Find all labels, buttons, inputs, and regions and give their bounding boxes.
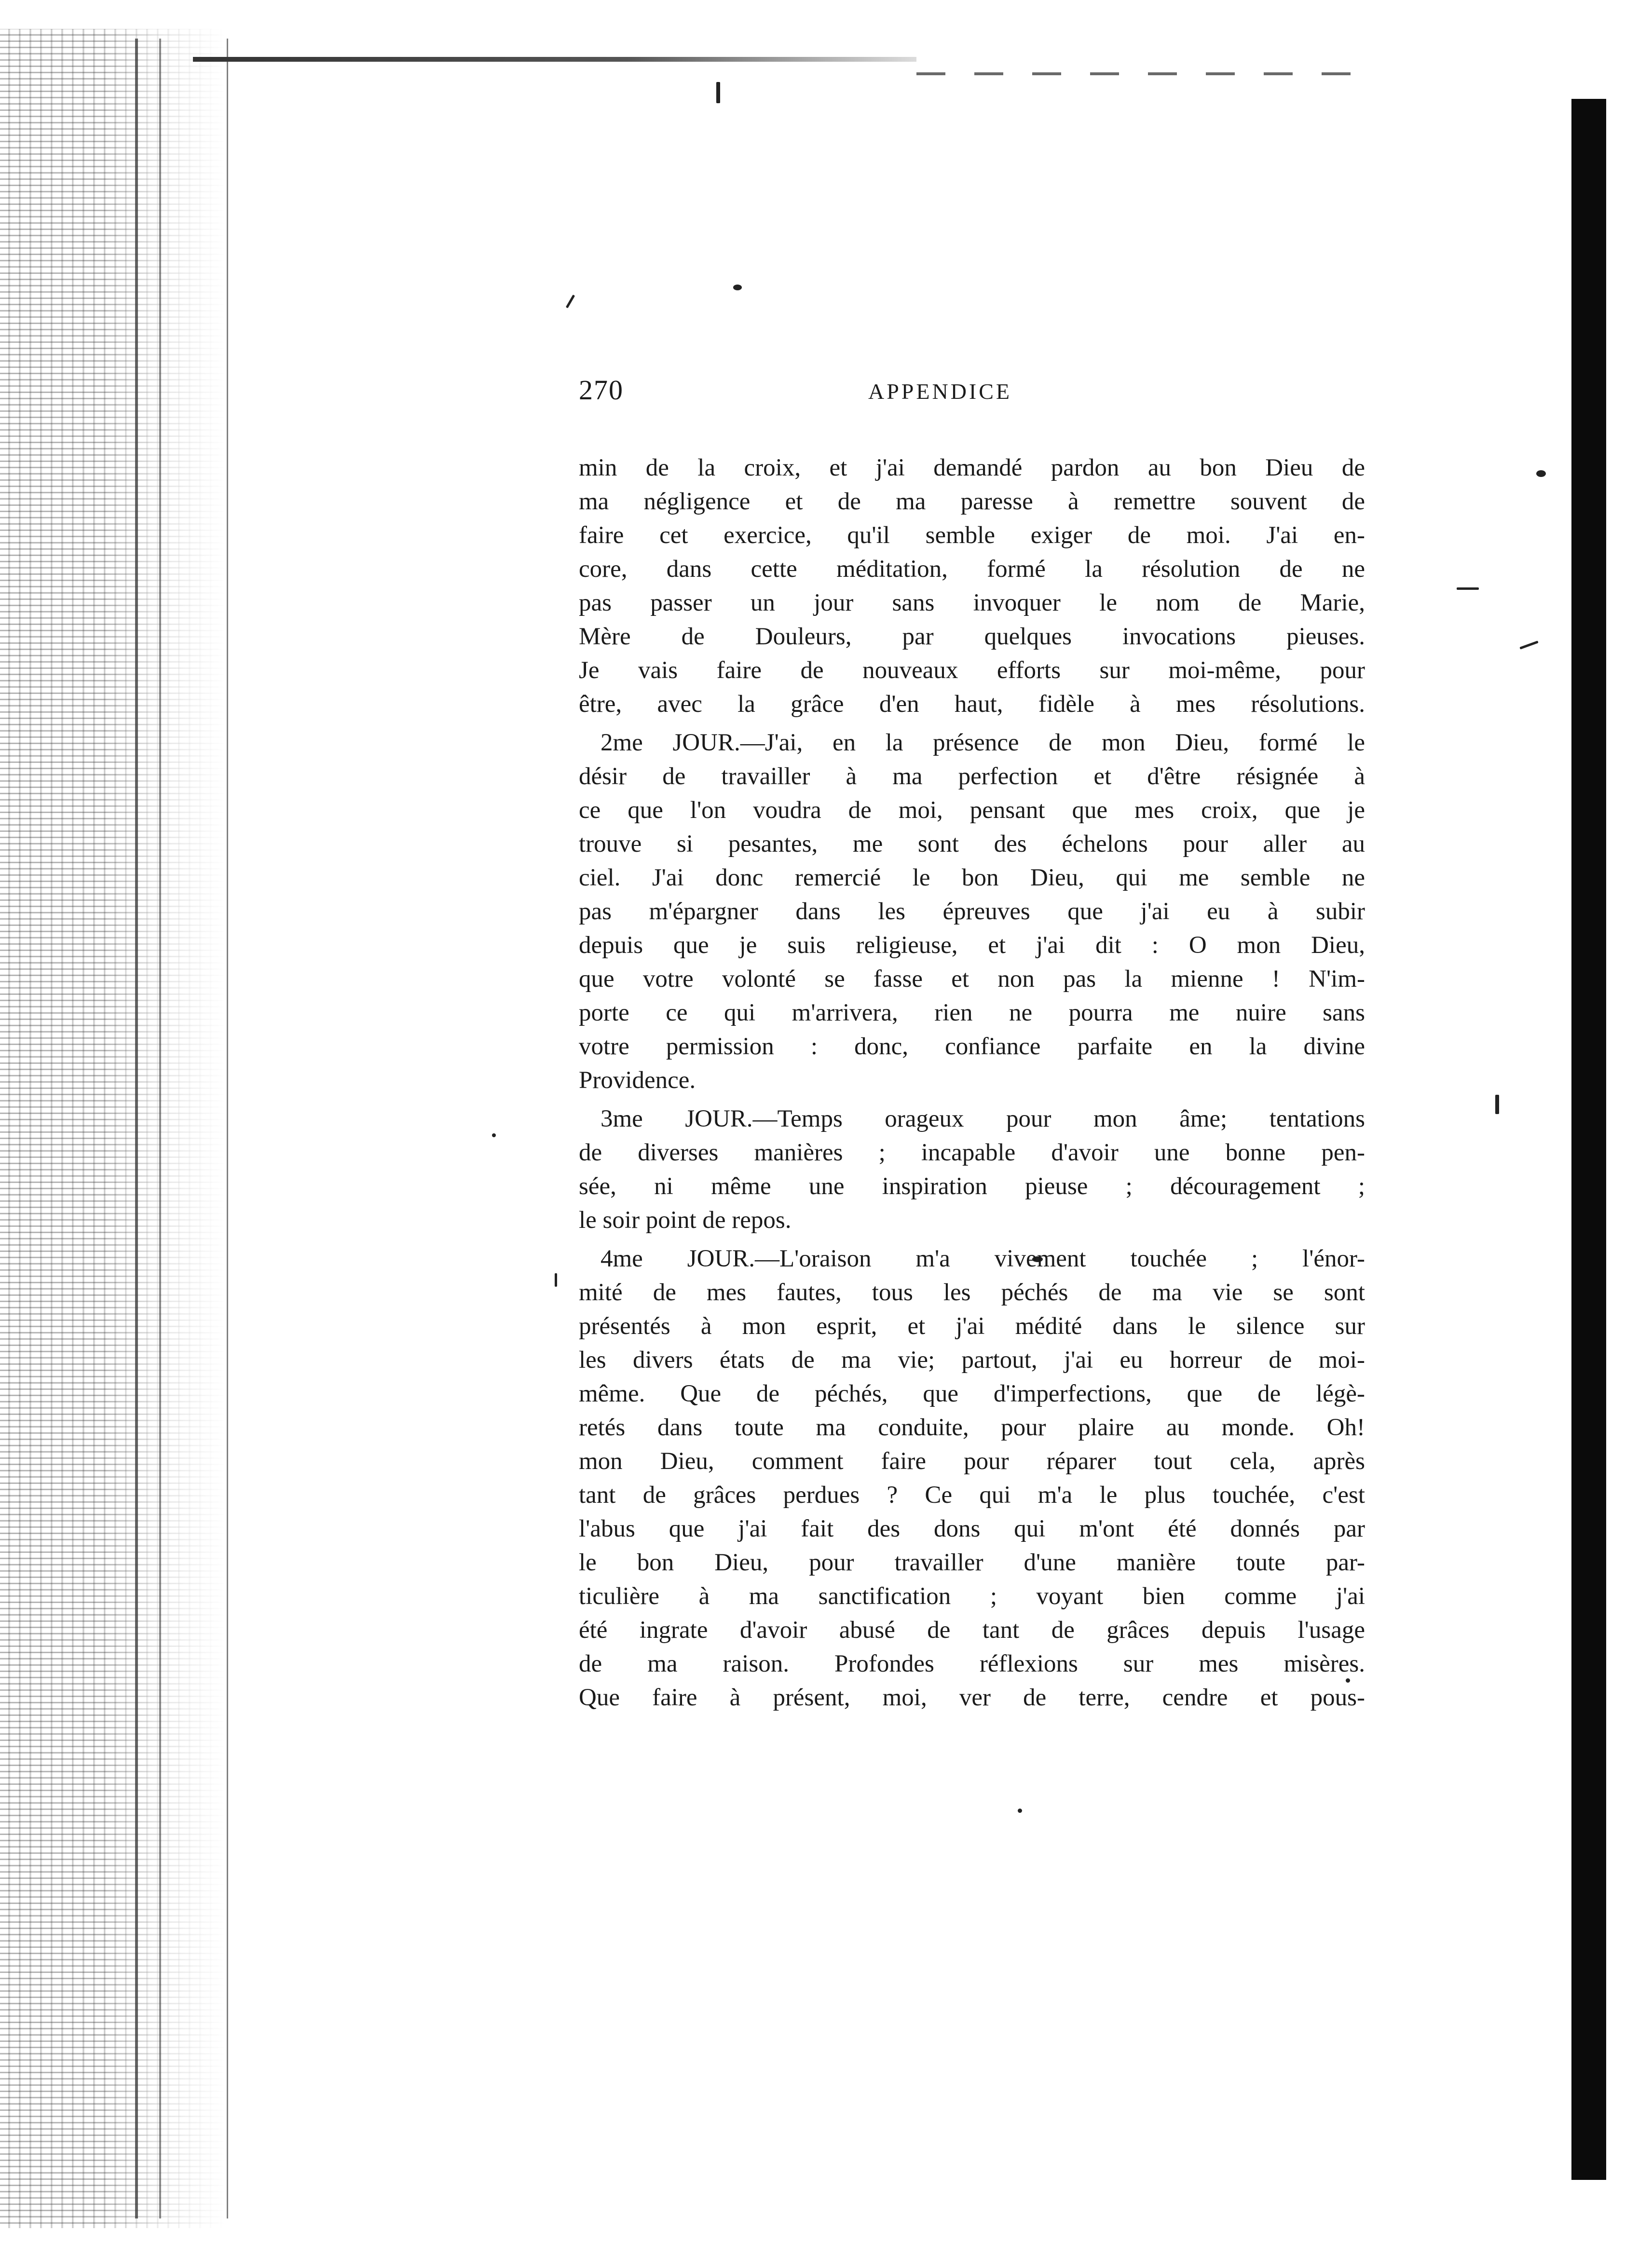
text-line: que votre volonté se fasse et non pas la mienne ! N'im- — [579, 966, 1365, 993]
speck — [1495, 1095, 1499, 1114]
text-line: pas passer un jour sans invoquer le nom de Marie, — [579, 589, 1365, 616]
top-edge-shadow — [193, 57, 916, 62]
text-line: même. Que de péchés, que d'imperfections, que de légè- — [579, 1380, 1365, 1407]
text-line: mon Dieu, comment faire pour réparer tout cela, après — [579, 1448, 1365, 1475]
speck — [733, 285, 742, 290]
binding-line — [159, 39, 161, 2218]
paragraph-day-3 — [579, 1102, 1365, 1237]
text-line: 2me JOUR.—J'ai, en la présence de mon Dieu, formé le — [601, 729, 1365, 756]
text-line: 3me JOUR.—Temps orageux pour mon âme; tentations — [601, 1105, 1365, 1132]
text-line: min de la croix, et j'ai demandé pardon au bon Dieu de — [579, 454, 1365, 481]
binding-line — [135, 39, 138, 2218]
text-line: pas m'épargner dans les épreuves que j'ai eu à subir — [579, 898, 1365, 925]
body-text — [579, 451, 1365, 1714]
speck — [492, 1133, 496, 1137]
text-line: de diverses manières ; incapable d'avoir une bonne pen- — [579, 1139, 1365, 1166]
text-line: désir de travailler à ma perfection et d'être résignée à — [579, 763, 1365, 790]
text-line: tant de grâces perdues ? Ce qui m'a le plus touchée, c'est — [579, 1482, 1365, 1509]
text-line: Providence. — [579, 1067, 696, 1094]
text-line: être, avec la grâce d'en haut, fidèle à mes résolutions. — [579, 691, 1365, 718]
text-line: été ingrate d'avoir abusé de tant de grâces depuis l'usage — [579, 1617, 1365, 1644]
text-line: ciel. J'ai donc remercié le bon Dieu, qui me semble ne — [579, 864, 1365, 891]
text-line: Je vais faire de nouveaux efforts sur moi-même, pour — [579, 657, 1365, 684]
text-line: présentés à mon esprit, et j'ai médité dans le silence sur — [579, 1313, 1365, 1340]
running-head: APPENDICE — [868, 379, 1012, 404]
text-line: depuis que je suis religieuse, et j'ai dit : O mon Dieu, — [579, 932, 1365, 959]
text-line: trouve si pesantes, me sont des échelons pour aller au — [579, 830, 1365, 857]
top-edge-dashes — [916, 72, 1351, 75]
text-line: sée, ni même une inspiration pieuse ; découragement ; — [579, 1173, 1365, 1200]
right-page-edge-bar — [1571, 99, 1606, 2180]
text-line: le bon Dieu, pour travailler d'une manière toute par- — [579, 1549, 1365, 1576]
text-line: faire cet exercice, qu'il semble exiger de moi. J'ai en- — [579, 522, 1365, 549]
text-line: mité de mes fautes, tous les péchés de ma vie se sont — [579, 1279, 1365, 1306]
text-line: 4me JOUR.—L'oraison m'a vivement touchée ; l'énor- — [601, 1245, 1365, 1272]
page-header — [579, 374, 1495, 417]
speck — [1018, 1809, 1022, 1813]
speck — [716, 82, 720, 103]
text-line: le soir point de repos. — [579, 1207, 792, 1234]
text-line: l'abus que j'ai fait des dons qui m'ont été donnés par — [579, 1515, 1365, 1542]
text-line: de ma raison. Profondes réflexions sur mes misères. — [579, 1650, 1365, 1677]
paragraph-continuation — [579, 451, 1365, 721]
paragraph-day-4 — [579, 1242, 1365, 1714]
text-line: ce que l'on voudra de moi, pensant que mes croix, que je — [579, 797, 1365, 824]
speck — [1457, 587, 1479, 590]
text-line: core, dans cette méditation, formé la résolution de ne — [579, 556, 1365, 583]
text-line: ticulière à ma sanctification ; voyant bien comme j'ai — [579, 1583, 1365, 1610]
speck — [1536, 470, 1546, 477]
paragraph-day-2 — [579, 726, 1365, 1097]
text-line: votre permission : donc, confiance parfaite en la divine — [579, 1033, 1365, 1060]
text-line: les divers états de ma vie; partout, j'ai eu horreur de moi- — [579, 1347, 1365, 1374]
binding-line — [227, 39, 228, 2218]
text-line: Que faire à présent, moi, ver de terre, cendre et pous- — [579, 1684, 1365, 1711]
text-line: porte ce qui m'arrivera, rien ne pourra me nuire sans — [579, 999, 1365, 1026]
speck — [566, 295, 575, 308]
speck — [555, 1273, 557, 1287]
binding-edge-scan-artifact — [0, 29, 227, 2228]
page-number: 270 — [579, 374, 624, 406]
text-line: ma négligence et de ma paresse à remettre souvent de — [579, 488, 1365, 515]
speck — [1519, 640, 1538, 649]
text-line: retés dans toute ma conduite, pour plaire au monde. Oh! — [579, 1414, 1365, 1441]
text-line: Mère de Douleurs, par quelques invocations pieuses. — [579, 623, 1365, 650]
